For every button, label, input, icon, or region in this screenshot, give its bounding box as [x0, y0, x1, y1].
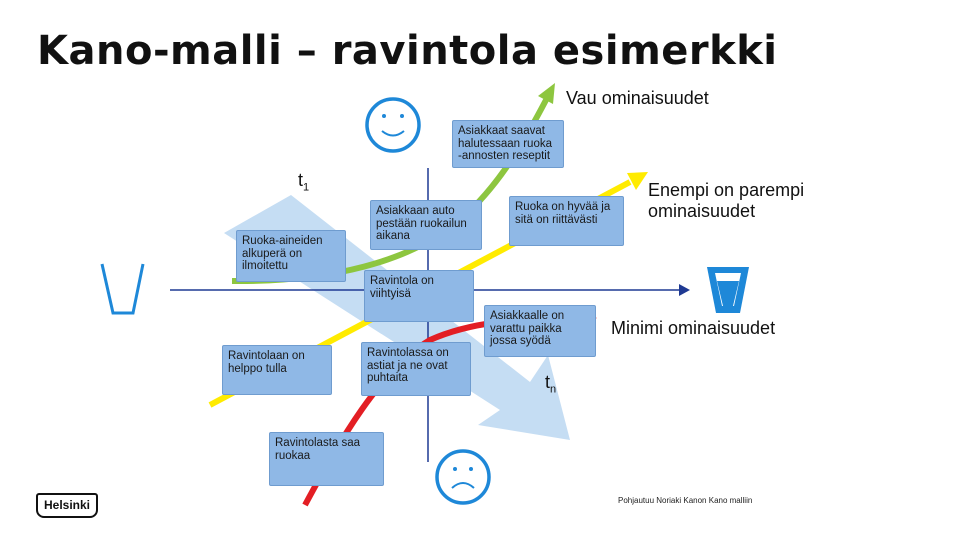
page-title: Kano-malli – ravintola esimerkki — [37, 28, 778, 74]
box-recipes: Asiakkaat saavat halutessaan ruoka -annosten reseptit — [452, 120, 564, 168]
tn-label — [545, 372, 556, 396]
box-reserved: Asiakkaalle on varattu paikka jossa syödä — [484, 305, 596, 357]
axis-arrowhead — [679, 284, 690, 296]
box-washed: Asiakkaan auto pestään ruokailun aikana — [370, 200, 482, 250]
tn-base: t — [545, 372, 551, 392]
full-glass-icon — [707, 267, 749, 313]
more-better-line-1: Enempi on parempi — [648, 180, 805, 200]
t1-base: t — [298, 170, 304, 190]
minimum-features-label: Minimi ominaisuudet — [611, 318, 776, 338]
tn-sub: n — [550, 383, 557, 396]
more-better-line-2: ominaisuudet — [648, 201, 756, 221]
t1-sub: 1 — [303, 181, 310, 194]
happy-face-icon — [367, 99, 419, 151]
source-footnote: Pohjautuu Noriaki Kanon Kano malliin — [618, 496, 753, 505]
box-clean: Ravintolassa on astiat ja ne ovat puhtaita — [361, 342, 471, 396]
performance-arrowhead — [627, 172, 648, 190]
box-food-good: Ruoka on hyvää ja sitä on riittävästi — [509, 196, 624, 246]
box-origin: Ruoka-aineiden alkuperä on ilmoitettu — [236, 230, 346, 282]
box-easy: Ravintolaan on helppo tulla — [222, 345, 332, 395]
empty-glass-icon — [102, 264, 143, 313]
helsinki-logo: Helsinki — [36, 493, 98, 518]
more-better-label — [648, 180, 804, 222]
t1-label — [298, 170, 309, 194]
wow-features-label: Vau ominaisuudet — [566, 88, 709, 108]
sad-face-icon — [437, 451, 489, 503]
box-food: Ravintolasta saa ruokaa — [269, 432, 384, 486]
box-cozy: Ravintola on viihtyisä — [364, 270, 474, 322]
